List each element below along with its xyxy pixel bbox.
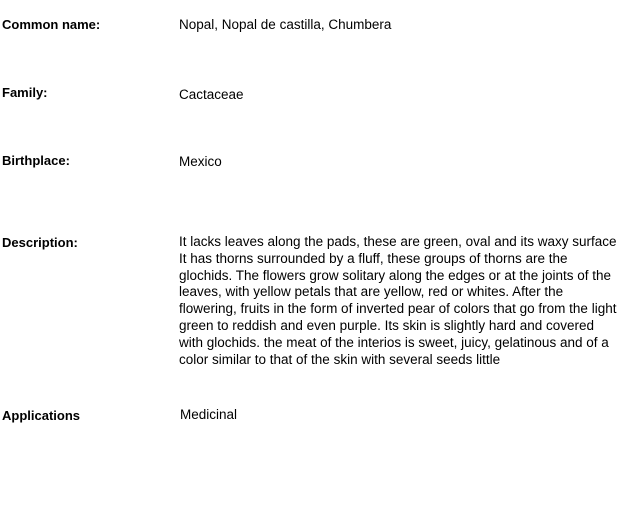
- description-value: It lacks leaves along the pads, these are green, oval and its waxy surface It has thorns surrounded by a fluff, these groups of thorns are the glochids. The flowers grow solitary along the edges or at the joints of the leaves, with yellow petals that are yellow, red or whites. After the flowering, fruits in the form of inverted pear of colors that go from the light green to reddish and even purple. Its skin is slightly hard and covered with glochids. the meat of the interios is sweet, juicy, gelatinous and of a color similar to that of the skin with several seeds little: [179, 234, 617, 367]
- birthplace-label: Birthplace:: [2, 153, 70, 168]
- description-label: Description:: [2, 235, 78, 250]
- family-value: Cactaceae: [179, 87, 244, 102]
- common-name-value: Nopal, Nopal de castilla, Chumbera: [179, 17, 392, 32]
- birthplace-value: Mexico: [179, 154, 222, 169]
- applications-label: Applications: [2, 408, 81, 423]
- common-name-label: Common name:: [2, 17, 101, 32]
- applications-value: Medicinal: [180, 407, 238, 422]
- family-label: Family:: [2, 85, 48, 100]
